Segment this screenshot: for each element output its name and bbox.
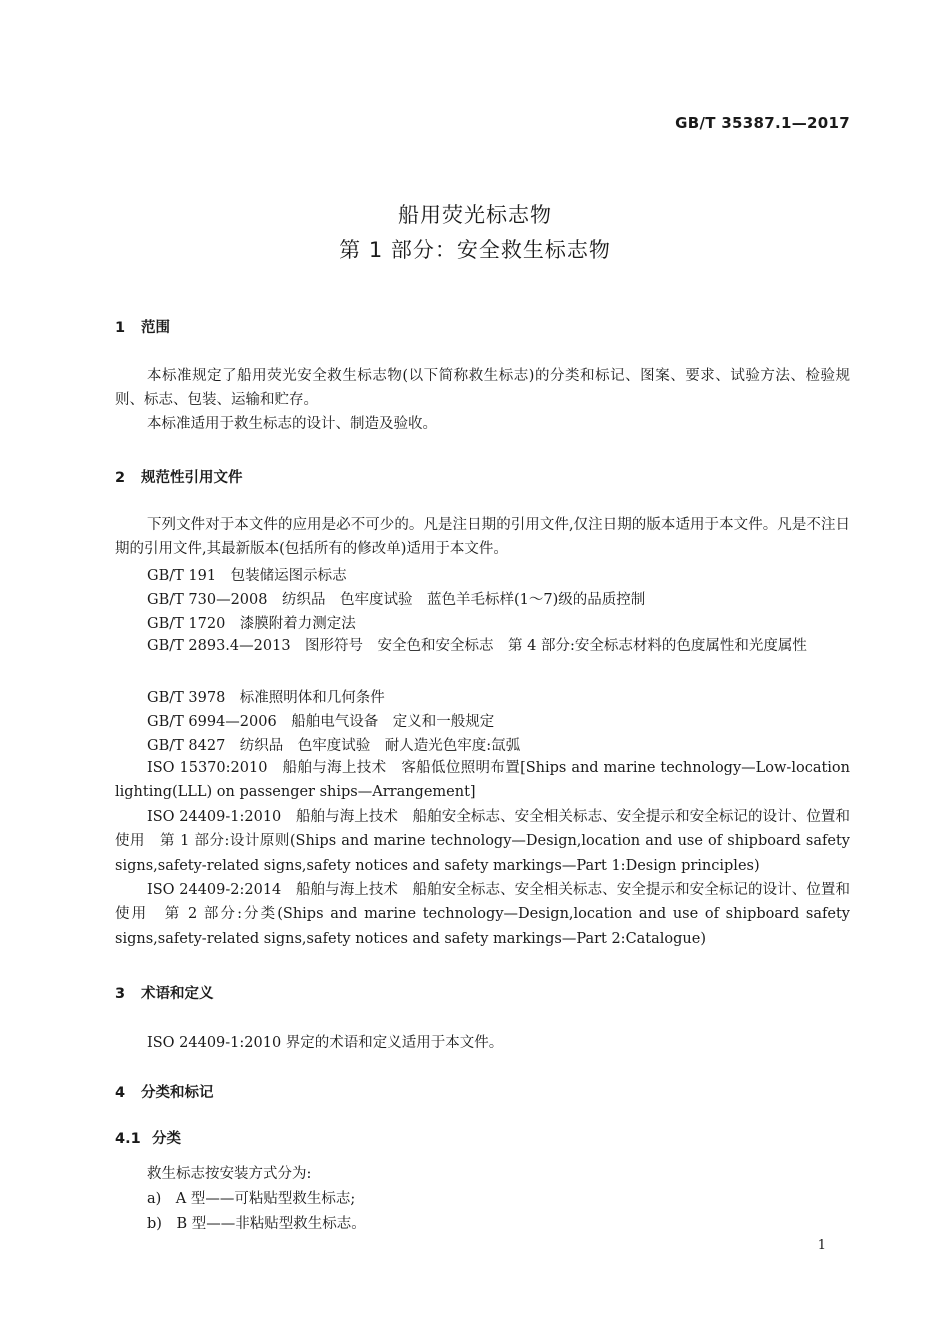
- section-4-1-heading: [115, 1127, 181, 1148]
- document-title-line2: 第 1 部分：安全救生标志物: [339, 238, 611, 262]
- section-2-intro: 下列文件对于本文件的应用是必不可少的。凡是注日期的引用文件,仅注日期的版本适用于本文件。凡是不注日期的引用文件,其最新版本(包括所有的修改单)适用于本文件。: [115, 517, 850, 558]
- section-title: 术语和定义: [141, 986, 214, 1002]
- section-number: 1: [115, 320, 126, 336]
- section-title: 分类和标记: [141, 1085, 214, 1101]
- list-item: a) A 型——可粘贴型救生标志;: [147, 1191, 356, 1207]
- reference-item: GB/T 191 包装储运图示标志: [147, 568, 347, 584]
- reference-item: GB/T 3978 标准照明体和几何条件: [147, 690, 385, 706]
- section-title: 范围: [141, 320, 170, 336]
- reference-item: GB/T 8427 纺织品 色牢度试验 耐人造光色牢度:氙弧: [147, 738, 521, 754]
- reference-item: GB/T 1720 漆膜附着力测定法: [147, 616, 356, 632]
- document-title-line1: 船用荧光标志物: [398, 203, 552, 227]
- list-item: b) B 型——非粘贴型救生标志。: [147, 1216, 366, 1232]
- classification-intro: 救生标志按安装方式分为:: [147, 1166, 312, 1182]
- section-2-heading: [115, 466, 243, 487]
- reference-item: GB/T 730—2008 纺织品 色牢度试验 蓝色羊毛标样(1～7)级的品质控制: [147, 592, 646, 608]
- section-number: 3: [115, 986, 126, 1002]
- page-number: 1: [817, 1238, 826, 1253]
- reference-item: ISO 24409-1:2010 船舶与海上技术 船舶安全标志、安全相关标志、安全提示和安全标记的设计、位置和使用 第 1 部分:设计原则(Ships and marine technology—Design,location and use of shipboard safety signs,safety-related signs,safety notices and safety markings—Part 1:Design principles): [115, 809, 850, 874]
- standard-number: GB/T 35387.1—2017: [675, 114, 850, 132]
- reference-item: GB/T 2893.4—2013 图形符号 安全色和安全标志 第 4 部分:安全标志材料的色度属性和光度属性: [147, 638, 807, 654]
- reference-item: ISO 15370:2010 船舶与海上技术 客船低位照明布置[Ships and marine technology—Low-location lighting(LLL) on passenger ships—Arrangement]: [115, 760, 850, 801]
- section-1-paragraph-1: 本标准规定了船用荧光安全救生标志物(以下简称救生标志)的分类和标记、图案、要求、试验方法、检验规则、标志、包装、运输和贮存。: [115, 368, 850, 409]
- section-4-heading: [115, 1081, 214, 1102]
- reference-item: ISO 24409-2:2014 船舶与海上技术 船舶安全标志、安全相关标志、安全提示和安全标记的设计、位置和使用 第 2 部分:分类(Ships and marine technology—Design,location and use of shipboard safety signs,safety-related signs,safety notices and safety markings—Part 2:Catalogue): [115, 882, 850, 947]
- reference-item: GB/T 6994—2006 船舶电气设备 定义和一般规定: [147, 714, 495, 730]
- subsection-number: 4.1: [115, 1131, 141, 1147]
- section-1-paragraph-2: 本标准适用于救生标志的设计、制造及验收。: [147, 416, 437, 432]
- section-title: 规范性引用文件: [141, 470, 243, 486]
- subsection-title: 分类: [152, 1131, 181, 1147]
- section-1-heading: [115, 316, 170, 337]
- section-number: 4: [115, 1085, 126, 1101]
- section-3-paragraph: ISO 24409-1:2010 界定的术语和定义适用于本文件。: [147, 1035, 504, 1051]
- section-number: 2: [115, 470, 126, 486]
- section-3-heading: [115, 982, 214, 1003]
